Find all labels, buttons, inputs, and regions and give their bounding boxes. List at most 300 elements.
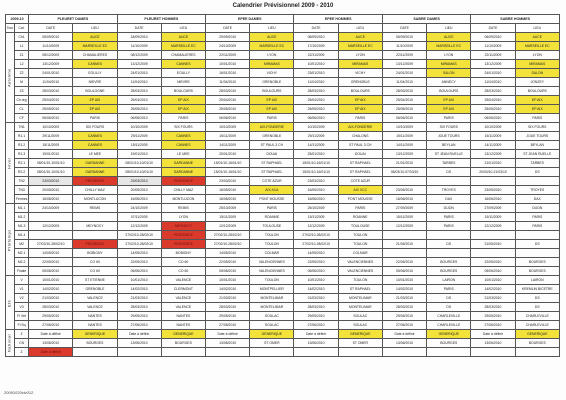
date-cell: 22/05/2010	[294, 258, 338, 267]
date-cell: 10/10/2009	[294, 123, 338, 132]
calendar-table	[5, 14, 560, 357]
lieu-cell: ST RAPHAEL	[250, 159, 294, 168]
date-cell: 12/12/2009	[294, 222, 338, 231]
date-cell: 15/11/2009	[206, 132, 250, 141]
lieu-cell: MEYNOCY	[161, 222, 205, 231]
lieu-cell: MARSEILLE EC	[250, 42, 294, 51]
period-label: National	[6, 330, 15, 357]
date-cell: 28/03/2010	[117, 87, 161, 96]
lieu-cell: EP AIX	[73, 105, 117, 114]
date-cell: 27/06/2010	[471, 321, 515, 330]
category-cell: V1	[15, 285, 29, 294]
table-row	[6, 222, 560, 231]
lieu-cell: PROVENCE	[161, 240, 205, 249]
category-cell: Finale	[15, 267, 29, 276]
date-cell: 05/06/2010	[29, 267, 73, 276]
lieu-cell: EP AIX	[250, 105, 294, 114]
date-cell: 23/05/2010	[471, 186, 515, 195]
table-row	[6, 330, 560, 339]
date-cell: 16/01/2010	[206, 69, 250, 78]
date-cell: 11/04/2010	[117, 78, 161, 87]
lieu-cell: MARSEILLE EC	[73, 42, 117, 51]
date-cell: 14/02/2010	[294, 285, 338, 294]
date-cell: 11/10/2009	[471, 42, 515, 51]
date-cell: Date à définir	[382, 330, 426, 339]
date-cell: 23/03/2010	[206, 177, 250, 186]
lieu-cell: ST ETIENNE	[73, 276, 117, 285]
date-cell: 20/05/2010	[117, 186, 161, 195]
lieu-cell: TROYES	[515, 186, 559, 195]
lieu-cell: NIEVRE	[161, 78, 205, 87]
footer-code: 20091020xlv012	[4, 390, 34, 395]
lieu-cell: LE MEE	[161, 150, 205, 159]
lieu-cell: EP AIX	[515, 96, 559, 105]
category-cell: V2	[15, 294, 29, 303]
tour-header: Tour	[6, 24, 15, 33]
date-cell: 11/04/2010	[206, 78, 250, 87]
lieu-cell: TOULOUSE	[338, 222, 382, 231]
lieu-cell: ST JEAN RUELLE	[515, 150, 559, 159]
date-cell: 11/10/2009	[382, 42, 426, 51]
date-cell: 21/05/2010	[471, 240, 515, 249]
table-row	[6, 105, 560, 114]
lieu-cell: GENERIQUE	[161, 330, 205, 339]
date-cell: 24/10/2009	[117, 204, 161, 213]
table-row	[6, 87, 560, 96]
category-cell: Z3	[15, 87, 29, 96]
date-cell: 29/05/2010	[117, 312, 161, 321]
table-row	[6, 195, 560, 204]
category-cell: Fermes	[15, 195, 29, 204]
lieu-header: LIEU	[338, 24, 382, 33]
date-cell: 25/04/2010	[206, 96, 250, 105]
date-cell: 15/01/10-16/01/10	[206, 159, 250, 168]
lieu-cell: DOUAI	[250, 150, 294, 159]
date-cell: 25/04/2010	[471, 96, 515, 105]
lieu-cell: CHARLEVILLE	[515, 321, 559, 330]
date-cell: 17/10/2009	[294, 42, 338, 51]
date-cell: 28/03/2010	[294, 87, 338, 96]
date-cell: 14/02/2010	[117, 285, 161, 294]
date-cell: 11/10/2009	[117, 42, 161, 51]
lieu-cell: VALENCIENNES	[338, 267, 382, 276]
date-cell: 15/11/2009	[117, 141, 161, 150]
lieu-cell: SOULAC	[338, 321, 382, 330]
lieu-cell: VICHY	[250, 69, 294, 78]
lieu-header: LIEU	[515, 24, 559, 33]
date-cell: 13/06/2010	[29, 339, 73, 348]
lieu-cell: CHALONS	[338, 132, 382, 141]
lieu-cell: MARSEILLE EC	[338, 42, 382, 51]
date-header: DATE	[471, 24, 515, 33]
lieu-cell: TOULON	[250, 240, 294, 249]
date-cell: 06/06/2010	[29, 114, 73, 123]
table-row	[6, 159, 560, 168]
date-cell: 12/12/2009	[382, 222, 426, 231]
lieu-cell: BOULOURS	[161, 87, 205, 96]
lieu-cell: PARIS	[515, 222, 559, 231]
date-cell: 25/04/2010	[382, 96, 426, 105]
category-cell: M1.4	[15, 231, 29, 240]
date-cell: 15/11/2009	[471, 213, 515, 222]
lieu-cell: ROANNE	[338, 213, 382, 222]
table-row	[6, 321, 560, 330]
date-cell: 10/01/2010	[294, 60, 338, 69]
date-cell: 15/11/2009	[471, 132, 515, 141]
date-cell: 10/01/2010	[294, 276, 338, 285]
lieu-cell	[427, 249, 471, 258]
calendar-sheet	[5, 14, 560, 362]
date-header: DATE	[29, 24, 73, 33]
date-cell: 29/11/2009	[294, 132, 338, 141]
lieu-cell: PROVENCE	[73, 177, 117, 186]
date-cell: 25/05/2010	[29, 105, 73, 114]
lieu-cell: TOULON	[338, 240, 382, 249]
date-cell: 10/01/2010	[29, 276, 73, 285]
date-cell: 29/05/2010	[294, 312, 338, 321]
category-cell: M1.3	[15, 222, 29, 231]
date-cell: 13/12/2009	[382, 60, 426, 69]
table-row	[6, 285, 560, 294]
date-cell: 05/09/2010	[382, 33, 426, 42]
date-cell: 15/11/2009	[294, 213, 338, 222]
date-cell: Date à définir	[29, 330, 73, 339]
lieu-cell: ST PAUL 3 CH	[250, 141, 294, 150]
lieu-cell: LAIRON	[427, 276, 471, 285]
lieu-cell: PARIS	[250, 204, 294, 213]
lieu-cell: SALON	[515, 69, 559, 78]
lieu-cell: MARSEILLE EC	[427, 42, 471, 51]
table-row	[6, 240, 560, 249]
lieu-cell: BOURGES	[515, 258, 559, 267]
lieu-cell	[338, 348, 382, 357]
date-cell: 21/03/2010	[29, 294, 73, 303]
date-cell: 06/06/2010	[294, 114, 338, 123]
date-cell: 16/05/2010	[206, 186, 250, 195]
date-cell: 27/02/10-28/02/10	[29, 240, 73, 249]
date-cell	[117, 348, 161, 357]
lieu-cell: EP AIX	[161, 96, 205, 105]
lieu-cell: EP AIX	[427, 96, 471, 105]
date-cell: 27/06/2010	[117, 321, 161, 330]
date-cell: 14/02/2010	[382, 285, 426, 294]
date-cell	[471, 231, 515, 240]
date-cell: 28/03/2010	[29, 87, 73, 96]
lieu-cell: DIJON	[427, 204, 471, 213]
date-cell: 21/05/2010	[382, 240, 426, 249]
lieu-cell: LYON	[427, 51, 471, 60]
category-cell: TN3	[15, 186, 29, 195]
lieu-header: LIEU	[250, 24, 294, 33]
lieu-cell: PARIS	[427, 285, 471, 294]
date-cell: 14/02/2010	[206, 285, 250, 294]
date-cell: 05/06/2010	[471, 267, 515, 276]
lieu-cell: DS	[515, 240, 559, 249]
period-label: Automne	[6, 33, 15, 123]
date-cell: 28/03/2010	[29, 303, 73, 312]
date-cell: 11/04/2010	[471, 78, 515, 87]
lieu-cell: CANNES	[73, 141, 117, 150]
lieu-cell: REIMS	[161, 204, 205, 213]
date-cell: 23/05/2010	[382, 186, 426, 195]
date-cell: 22/05/2010	[206, 258, 250, 267]
date-cell	[29, 231, 73, 240]
table-row	[6, 60, 560, 69]
date-cell: 12/12/2009	[117, 222, 161, 231]
date-cell: 15/11/2009	[206, 213, 250, 222]
date-cell: 27/06/2010	[382, 321, 426, 330]
lieu-cell: PARIS	[427, 222, 471, 231]
date-cell: 15/11/2009	[382, 213, 426, 222]
date-cell: 29/11/2009	[117, 132, 161, 141]
lieu-cell: GARDANNE	[161, 168, 205, 177]
date-cell: 14/05/2010	[294, 249, 338, 258]
date-cell: 05/06/2010	[206, 267, 250, 276]
category-cell: M1.2	[15, 213, 29, 222]
date-cell: 29/11/2009	[29, 132, 73, 141]
date-cell: 22/05/2010	[117, 258, 161, 267]
table-row	[6, 348, 560, 357]
category-cell: CL	[15, 105, 29, 114]
lieu-cell: ST RAPHAEL	[250, 168, 294, 177]
date-cell: 22/11/2009	[206, 51, 250, 60]
lieu-cell: GENERIQUE	[338, 330, 382, 339]
page-title: Calendrier Prévisionnel 2009 - 2010	[232, 3, 334, 9]
date-cell: 13/12/2009	[29, 60, 73, 69]
lieu-cell: AUCE	[427, 33, 471, 42]
table-row	[6, 42, 560, 51]
lieu-cell: MIRAMAS	[515, 60, 559, 69]
lieu-cell: GENERIQUE	[73, 330, 117, 339]
lieu-cell: CANNES	[161, 141, 205, 150]
lieu-cell: EOULLY	[161, 69, 205, 78]
date-cell: 08/09/2010	[294, 33, 338, 42]
category-cell: CN	[15, 339, 29, 348]
category-cell: R1.3	[15, 150, 29, 159]
table-row	[6, 186, 560, 195]
date-cell: 28/03/2010	[471, 87, 515, 96]
lieu-cell: GRENOBLE	[338, 78, 382, 87]
lieu-cell: LE MEE	[73, 150, 117, 159]
lieu-cell	[161, 348, 205, 357]
lieu-cell: AUCE	[338, 33, 382, 42]
date-cell: 06/06/2010	[382, 114, 426, 123]
lieu-cell: MIRAMAS	[250, 60, 294, 69]
category-cell: R2.1	[15, 159, 29, 168]
table-row	[6, 249, 560, 258]
lieu-cell: PONT MOUSSE	[338, 195, 382, 204]
date-cell: 05/09/2010	[29, 33, 73, 42]
category-cell: L2	[15, 60, 29, 69]
lieu-cell: GARDANNE	[73, 168, 117, 177]
date-cell: 10/10/2009	[382, 123, 426, 132]
lieu-cell: GENERIQUE	[515, 330, 559, 339]
date-cell	[294, 348, 338, 357]
lieu-cell: KREMLIN BICETRE	[515, 285, 559, 294]
date-cell: 25/05/2010	[294, 105, 338, 114]
date-cell: 10/10/2009	[117, 123, 161, 132]
date-header: DATE	[206, 24, 250, 33]
date-cell: 08/01/10-10/01/10	[117, 159, 161, 168]
lieu-cell: ST OMER	[338, 339, 382, 348]
date-cell: 21/03/2010	[117, 294, 161, 303]
date-cell: 16/06/2010	[206, 195, 250, 204]
category-cell: TN2	[15, 177, 29, 186]
header-row-groups	[6, 15, 560, 24]
lieu-cell: SIX FOURS	[427, 123, 471, 132]
lieu-cell: NANTES	[73, 312, 117, 321]
lieu-cell: LYON	[338, 51, 382, 60]
date-cell: 29/05/2010	[471, 312, 515, 321]
table-row	[6, 96, 560, 105]
lieu-cell: PARIS	[338, 114, 382, 123]
lieu-cell: PARIS	[73, 114, 117, 123]
date-cell	[382, 177, 426, 186]
date-cell: 13/06/2010	[206, 339, 250, 348]
date-cell: 06/06/2010	[471, 114, 515, 123]
lieu-cell: DAX	[427, 195, 471, 204]
date-cell: 28/03/2010	[206, 87, 250, 96]
date-cell: 28/03/2010	[382, 303, 426, 312]
date-cell: 08/01/10-10/01/10	[117, 168, 161, 177]
lieu-cell: VALENCE	[161, 276, 205, 285]
table-row	[6, 114, 560, 123]
lieu-cell: MONTLUCON	[161, 195, 205, 204]
date-cell: 08/01/10-10/01/10	[29, 159, 73, 168]
lieu-cell: TOULON	[250, 276, 294, 285]
date-cell: 12/12/2009	[471, 222, 515, 231]
date-cell: 14/02/2010	[471, 285, 515, 294]
date-cell: 11/04/2010	[294, 78, 338, 87]
lieu-cell: BOULOURS	[515, 87, 559, 96]
category-cell: Z2	[15, 69, 29, 78]
lieu-cell: BOBIGNY	[73, 249, 117, 258]
lieu-cell: CHAMALIERES	[73, 51, 117, 60]
lieu-cell: TOULOUSE	[250, 222, 294, 231]
lieu-cell: PARIS	[515, 213, 559, 222]
lieu-cell	[73, 231, 117, 240]
lieu-cell	[515, 177, 559, 186]
lieu-cell: BOURGES	[427, 258, 471, 267]
lieu-cell: BEYLAN	[515, 141, 559, 150]
lieu-cell: SOULAC	[250, 312, 294, 321]
date-cell: 14/05/2010	[29, 249, 73, 258]
date-header: DATE	[117, 24, 161, 33]
lieu-cell: BOBIGNY	[161, 249, 205, 258]
date-cell: 10/10/2009	[29, 123, 73, 132]
date-cell: Date à définir	[471, 330, 515, 339]
date-cell: 27/06/2010	[294, 321, 338, 330]
date-cell: 13/12/2009	[471, 150, 515, 159]
lieu-cell: CANNES	[73, 132, 117, 141]
date-cell: 27/06/2010	[206, 321, 250, 330]
date-cell: 28/03/2010	[471, 303, 515, 312]
lieu-cell: SIX FOURS	[515, 123, 559, 132]
lieu-cell: MONTELIMAR	[250, 303, 294, 312]
date-cell: Date à définir	[294, 330, 338, 339]
table-row	[6, 312, 560, 321]
date-cell: 13/12/2009	[471, 60, 515, 69]
date-cell: 22/05/2010	[382, 258, 426, 267]
date-cell: 13/12/2009	[117, 60, 161, 69]
lieu-cell: TOULON	[338, 231, 382, 240]
table-row	[6, 303, 560, 312]
category-cell: M1.1	[15, 204, 29, 213]
lieu-cell: LAIRON	[515, 276, 559, 285]
date-cell: 10/01/2010	[206, 276, 250, 285]
table-row	[6, 177, 560, 186]
lieu-cell: EP AIX	[338, 105, 382, 114]
date-cell: 14/11/2009	[382, 141, 426, 150]
lieu-cell	[515, 231, 559, 240]
date-cell: 15/01/10-16/01/10	[294, 168, 338, 177]
table-row	[6, 132, 560, 141]
date-cell: 24/01/2010	[117, 69, 161, 78]
date-cell: 29/05/2010	[206, 312, 250, 321]
lieu-cell: DS	[515, 294, 559, 303]
lieu-cell: ANNECY	[427, 78, 471, 87]
date-cell: 10/01/2010	[382, 276, 426, 285]
lieu-cell: BOURGES	[515, 339, 559, 348]
date-cell: 15/01/10-16/01/10	[294, 159, 338, 168]
lieu-cell: DS	[427, 303, 471, 312]
lieu-cell: ST PAUL 3 CH	[338, 141, 382, 150]
date-cell: 12/12/2009	[206, 222, 250, 231]
lieu-cell: EP AIX	[250, 96, 294, 105]
lieu-cell: PARIS	[515, 114, 559, 123]
date-cell: 14/05/2010	[117, 249, 161, 258]
date-cell: 24/10/2009	[29, 204, 73, 213]
period-label: Printemps	[6, 204, 15, 276]
lieu-cell: ST RAPHAEL	[338, 168, 382, 177]
lieu-cell: TARBES	[515, 159, 559, 168]
date-cell: 05/06/2010	[382, 267, 426, 276]
date-header: DATE	[294, 24, 338, 33]
date-cell: 07/11/2009	[117, 213, 161, 222]
date-cell: 25/04/2010	[294, 96, 338, 105]
date-cell: 16/06/2010	[294, 195, 338, 204]
lieu-cell: BOURGES	[73, 339, 117, 348]
date-cell: 08/01/10-10/01/10	[29, 168, 73, 177]
table-row	[6, 276, 560, 285]
season-label: 2009-10	[6, 15, 29, 24]
date-cell: 15/01/10-16/01/10	[206, 168, 250, 177]
category-cell: M2.1	[15, 249, 29, 258]
lieu-cell: TOULON	[338, 276, 382, 285]
date-cell: 25/04/2010	[117, 96, 161, 105]
lieu-cell: COLMAR	[338, 249, 382, 258]
category-cell: R2.2	[15, 168, 29, 177]
date-cell: 14/11/2009	[294, 141, 338, 150]
category-cell: R1.2	[15, 141, 29, 150]
lieu-cell: GARDANNE	[73, 159, 117, 168]
date-cell: 10/01/2010	[117, 276, 161, 285]
lieu-cell: CHILLY MAZ	[161, 186, 205, 195]
date-cell: 21/03/2010	[382, 294, 426, 303]
date-cell: 05/06/2010	[117, 267, 161, 276]
date-cell: 24/01/2010	[29, 69, 73, 78]
date-cell: 23/01/2010	[294, 69, 338, 78]
date-cell: 25/05/2010	[117, 105, 161, 114]
lieu-cell: GRENOBLE	[73, 285, 117, 294]
table-row	[6, 204, 560, 213]
date-cell: 10/01/2010	[206, 60, 250, 69]
lieu-cell: LYON	[515, 51, 559, 60]
category-cell: Ch1	[15, 33, 29, 42]
lieu-cell: BEYLAN	[427, 141, 471, 150]
table-row	[6, 33, 560, 42]
lieu-cell: DS	[427, 168, 471, 177]
